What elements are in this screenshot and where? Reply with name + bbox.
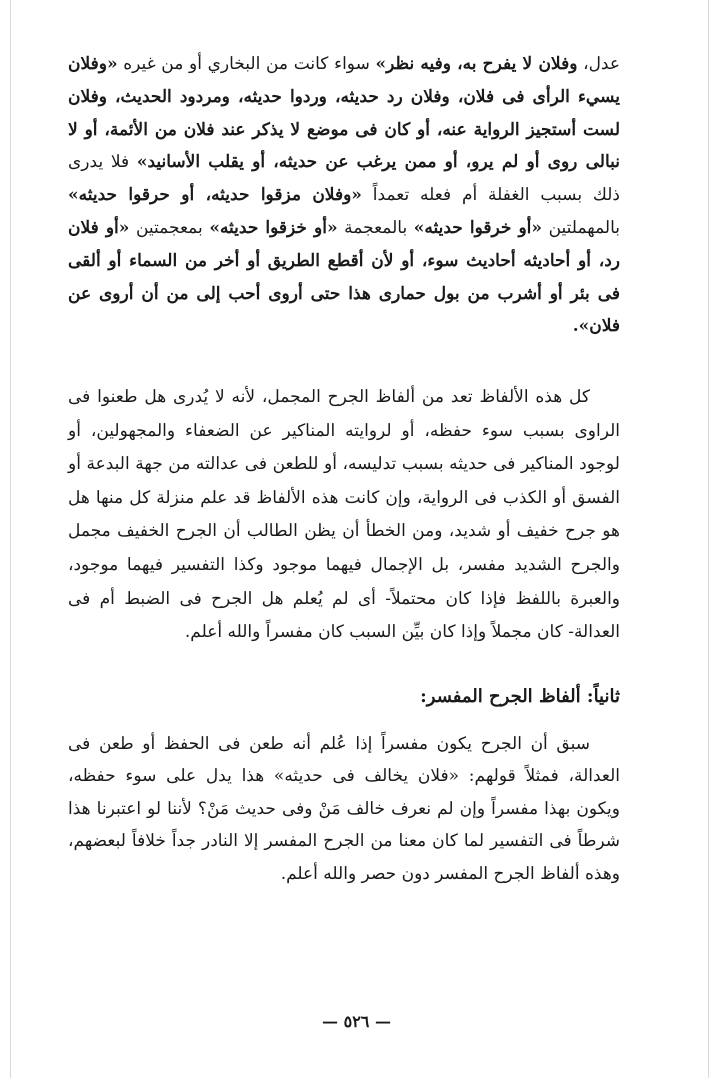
- text-run: عدل،: [577, 54, 620, 74]
- page-edge-left: [10, 0, 11, 1078]
- section-heading: ثانياً: ألفاظ الجرح المفسر:: [420, 686, 620, 707]
- paragraph-3: [68, 728, 620, 890]
- page-edge-right: [708, 0, 709, 1078]
- quoted-term: «وفلان يسيء الرأى فى فلان، وفلان رد حديثه، وردوا حديثه، ومردود الحديث، وفلان لست أستجيز الرواية عنه، أو كان فى موضع لا يذكر عند فلان من الأئمة، أو لا نبالى روى أو لم يرو، أو ممن يرغب عن حديثه، أو يقلب الأسانيد»: [68, 54, 620, 173]
- text-run: بالمهملتين: [542, 217, 621, 238]
- quoted-term: «أو خزقوا حديثه»: [209, 217, 338, 238]
- text-run: بمعجمتين: [129, 217, 210, 238]
- paragraph-1: [68, 48, 620, 343]
- text-run: سواء كانت من البخاري أو من غيره: [117, 54, 376, 74]
- paragraph-2: [68, 381, 620, 650]
- paragraph-1-body: [68, 48, 620, 343]
- paragraph-3-body: سبق أن الجرح يكون مفسراً إذا عُلم أنه طعن فى الحفظ أو طعن فى العدالة، فمثلاً قولهم: «فلان يخالف فى حديثه» هذا يدل على سوء حفظه، ويكون بهذا مفسراً وإن لم نعرف خالف مَنْ وفى حديث مَنْ؟ لأننا لو اعتبرنا هذا شرطاً فى التفسير لما كان معنا من الجرح المفسر إلا النادر جداً خلافاً لبعضهم، وهذه ألفاظ الجرح المفسر دون حصر والله أعلم.: [68, 734, 620, 884]
- quoted-term: «أو فلان رد، أو أحاديثه أحاديث سوء، أو لأن أقطع الطريق أو أخر من السماء أو ألقى فى بئر أو أشرب من بول حمارى هذا حتى أروى أحب إلى من أن أروى عن فلان».: [68, 217, 620, 337]
- quoted-term: «وفلان مزقوا حديثه، أو حرقوا حديثه»: [68, 185, 362, 206]
- paragraph-2-body: كل هذه الألفاظ تعد من ألفاظ الجرح المجمل، لأنه لا يُدرى هل طعنوا فى الراوى بسبب سوء حفظه، أو لروايته المناكير عن الضعفاء والمجهولين، أو لوجود المناكير فى حديثه بسبب تدليسه، أو للطعن فى عدالته من جهة البدعة أو الفسق أو الكذب فى الرواية، وإن كانت هذه الألفاظ قد علم منزلة كل منها هل هو جرح خفيف أو شديد، ومن الخطأ أن يظن الطالب أن الجرح الخفيف مجمل والجرح الشديد مفسر، بل الإجمال فيهما موجود وكذا التفسير فيهما موجود، والعبرة باللفظ فإذا كان محتملاً- أى لم يُعلم هل الجرح فى الضبط أم فى العدالة- كان مجملاً وإذا كان بيِّن السبب كان مفسراً والله أعلم.: [68, 387, 620, 643]
- quoted-term: «أو خرقوا حديثه»: [413, 217, 543, 238]
- quoted-term: وفلان لا يفرح به، وفيه نظر»: [375, 54, 578, 74]
- text-run: فلا يدرى ذلك بسبب الغفلة أم فعله تعمداً: [68, 152, 620, 206]
- page-number: — ٥٢٦ —: [322, 1012, 391, 1031]
- text-run: بالمعجمة: [337, 217, 414, 238]
